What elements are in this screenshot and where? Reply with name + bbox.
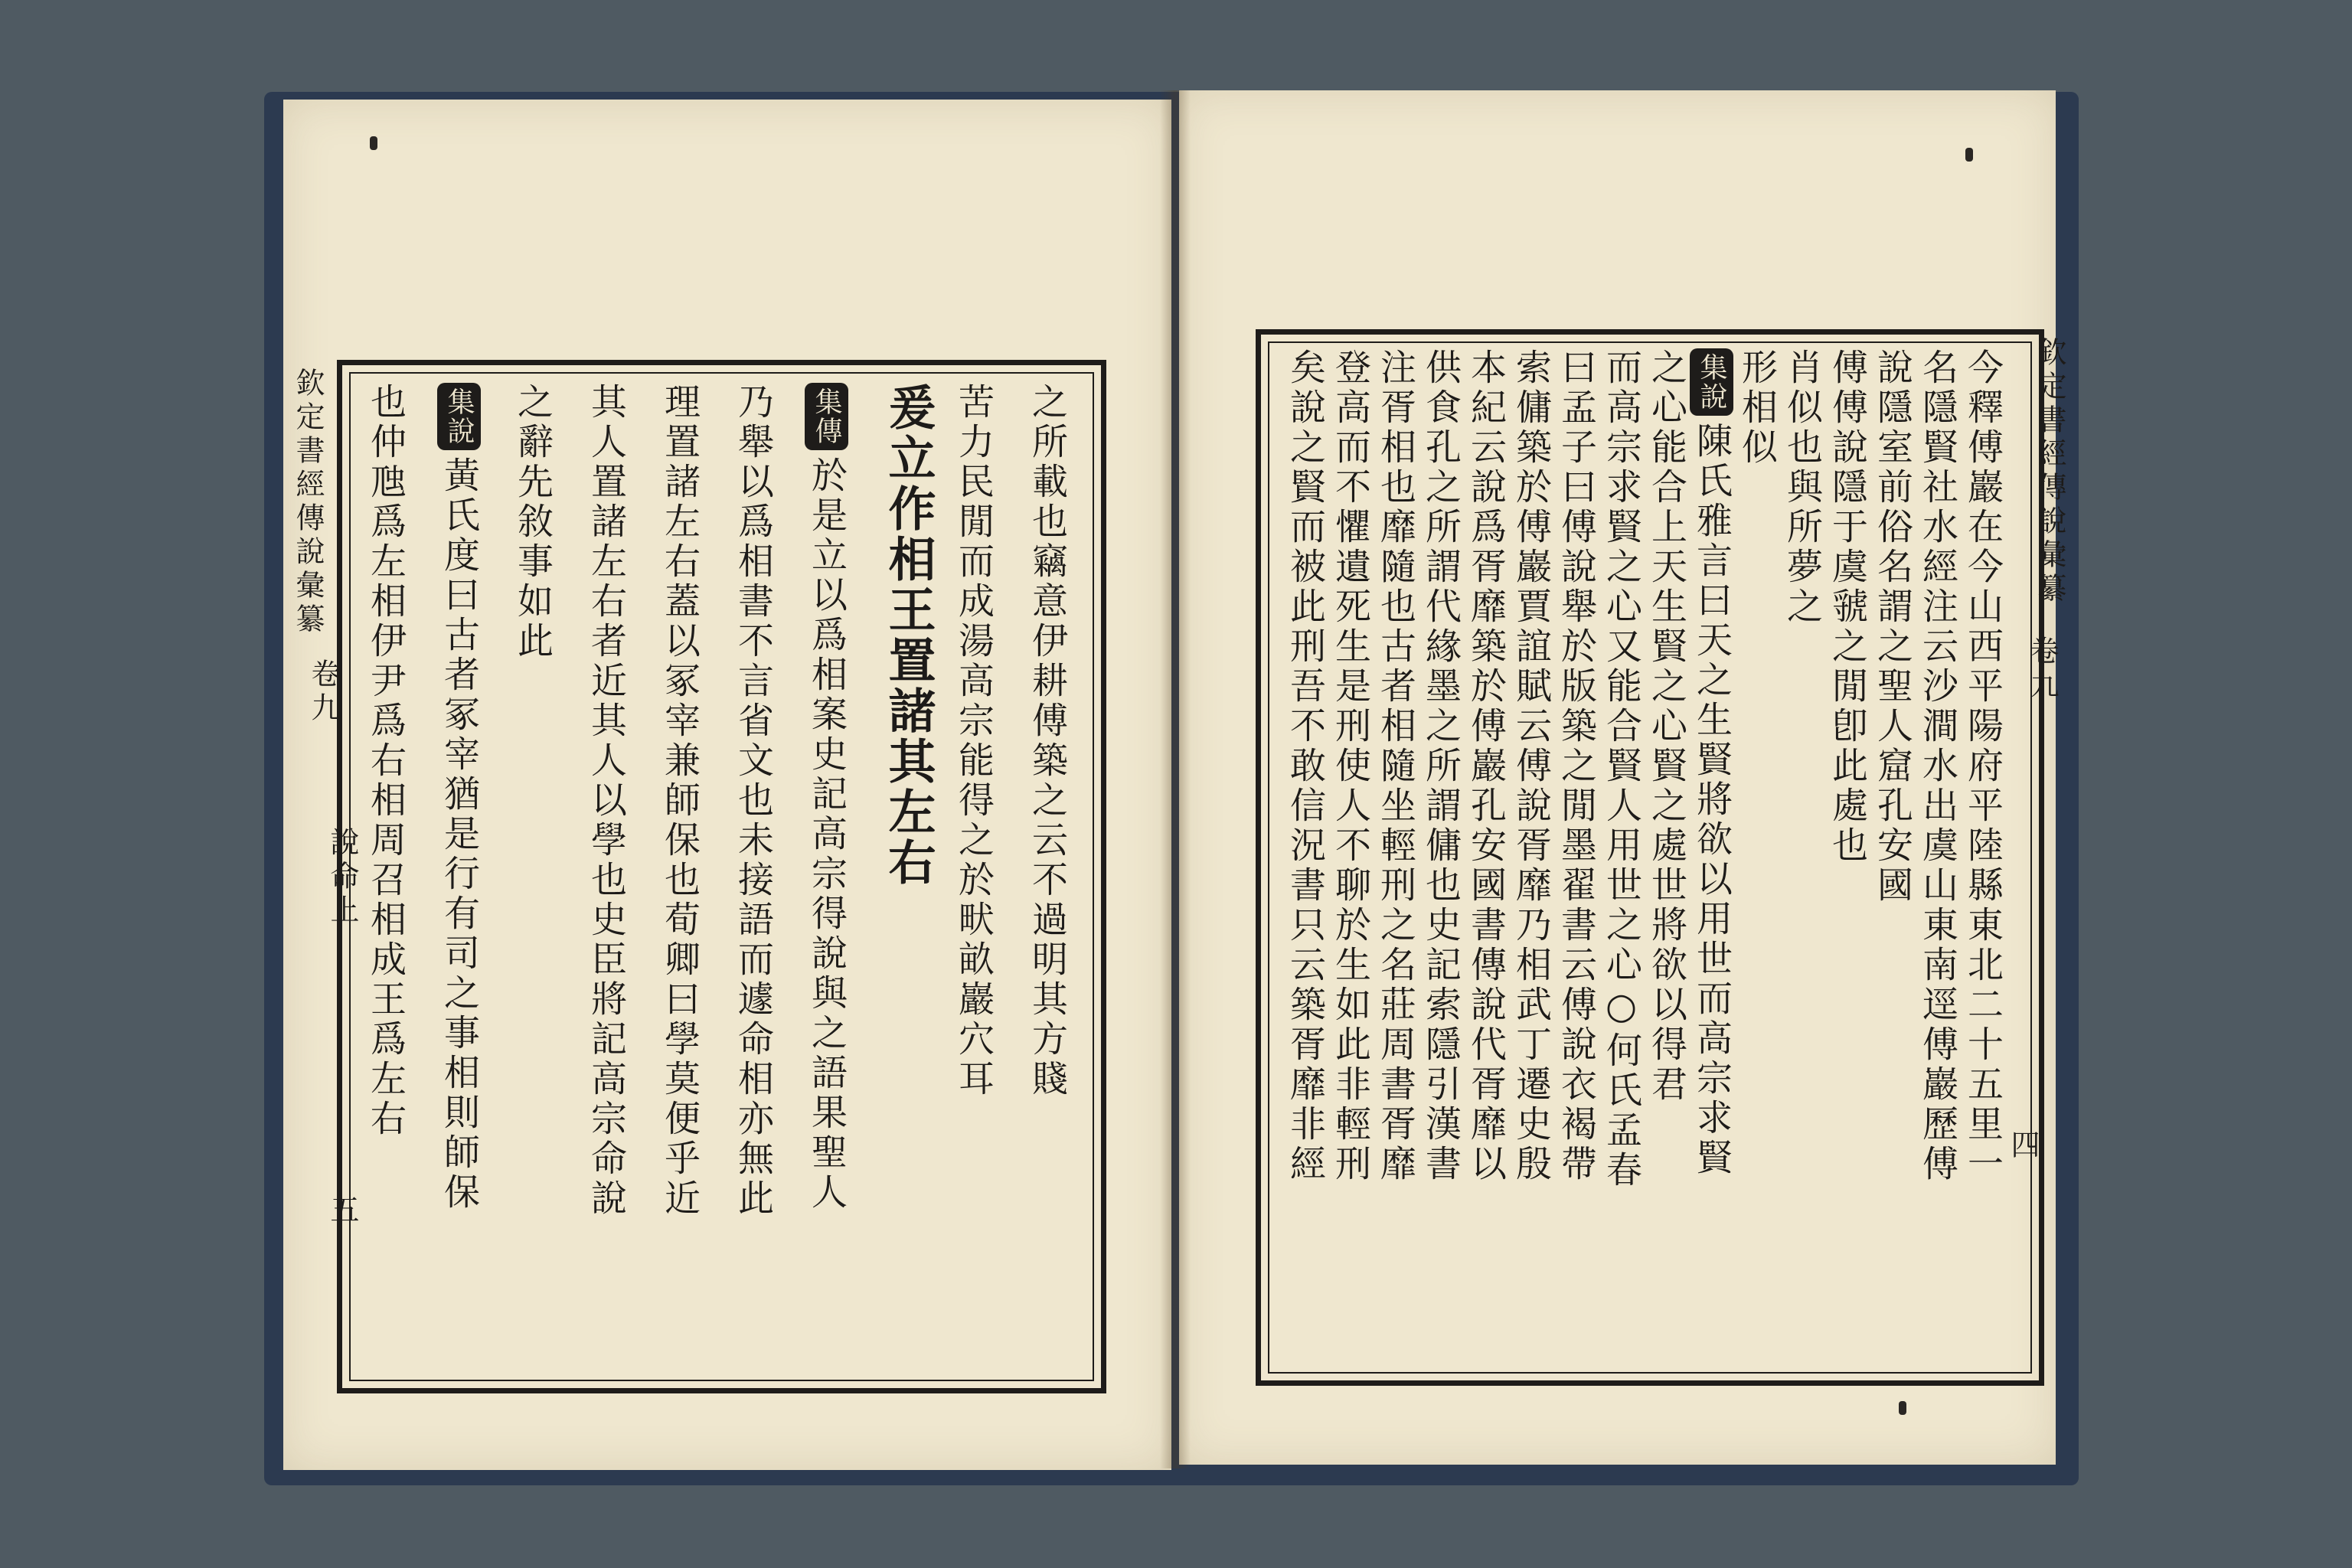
column-text: 之心能合上天生賢之心賢之處世將欲以得君: [1645, 348, 1687, 1105]
book-gutter: [1160, 90, 1191, 1468]
text-column: [727, 383, 779, 1219]
column-text: 肖似也與所夢之: [1781, 348, 1823, 627]
column-text: 今釋傅巖在今山西平陽府平陸縣東北二十五里一: [1962, 348, 2004, 1184]
column-text: 之辭先敘事如此: [511, 383, 554, 662]
binding-hole: [1899, 1401, 1906, 1415]
column-text: 而高宗求賢之心又能合賢人用世之心○何氏孟春: [1600, 348, 1642, 1191]
column-text: 之所載也竊意伊耕傅築之云不過明其方賤: [1026, 383, 1068, 1099]
text-column: [1279, 348, 1331, 1184]
text-column: [1867, 348, 1918, 906]
column-text: 理置諸左右蓋以冢宰兼師保也荀卿曰學莫便乎近: [658, 383, 701, 1219]
column-text: 陳氏雅言曰天之生賢將欲以用世而高宗求賢: [1690, 422, 1733, 1178]
text-column: [1021, 383, 1073, 1099]
text-column: [1776, 348, 1828, 627]
column-text: 本紀云說爲胥靡築於傅巖孔安國書傳說代胥靡以: [1465, 348, 1507, 1184]
text-column: [1550, 348, 1602, 1184]
text-column: [507, 383, 558, 662]
text-column: [1686, 348, 1737, 1178]
column-text: 曰孟子曰傅說舉於版築之閒墨翟書云傅說衣褐帶: [1555, 348, 1597, 1184]
column-text: 傅傅說隱于虞虢之閒卽此處也: [1826, 348, 1868, 866]
text-column: [1596, 348, 1647, 1191]
column-text: 爰立作相王置諸其左右: [880, 383, 936, 888]
section-label-badge: 集傳: [805, 383, 848, 450]
column-text: 其人置諸左右者近其人以學也史臣將記高宗命說: [585, 383, 627, 1219]
column-text: 矣說之賢而被此刑吾不敢信況書只云築胥靡非經: [1284, 348, 1326, 1184]
left-margin-title: 欽定書經傳說彙纂: [291, 368, 325, 637]
column-text: 索傭築於傅巖賈誼賦云傅說胥靡乃相武丁遷史殷: [1510, 348, 1552, 1184]
column-text: 說隱室前俗名謂之聖人窟孔安國: [1871, 348, 1913, 906]
text-column: [1325, 348, 1376, 1184]
column-text: 形相似: [1736, 348, 1778, 468]
binding-hole: [1965, 148, 1973, 162]
right-margin-page-number: 四: [2006, 1129, 2040, 1163]
text-column: [1957, 348, 2008, 1184]
right-margin-title: 欽定書經傳說彙纂: [2033, 337, 2066, 606]
text-column: [1821, 348, 1873, 866]
text-column: [1505, 348, 1557, 1184]
column-text: 登高而不懼遺死生是刑使人不聊於生如此非輕刑: [1329, 348, 1371, 1184]
text-column: [1415, 348, 1466, 1184]
right-margin-volume: 卷九: [2025, 635, 2059, 703]
column-text: 名隱賢社水經注云沙澗水出虞山東南逕傅巖歷傅: [1916, 348, 1958, 1184]
section-label-badge: 集說: [437, 383, 481, 450]
text-column: [1460, 348, 1511, 1184]
column-text: 苦力民閒而成湯高宗能得之於畎畝巖穴耳: [952, 383, 995, 1099]
text-column: [654, 383, 705, 1219]
text-column: [1641, 348, 1692, 1105]
binding-hole: [370, 136, 377, 150]
text-column: [433, 383, 485, 1213]
text-column: [360, 383, 411, 1139]
column-text: 注胥相也靡隨也古者相隨坐輕刑之名莊周書胥靡: [1374, 348, 1416, 1184]
section-label-badge: 集說: [1690, 348, 1733, 416]
text-column: [1370, 348, 1421, 1184]
left-margin-page-number: 五: [325, 1194, 359, 1228]
column-text: 也仲虺爲左相伊尹爲右相周召相成王爲左右: [364, 383, 407, 1139]
text-column: [874, 383, 942, 888]
text-column: [1731, 348, 1782, 468]
text-column: [948, 383, 999, 1099]
text-column: [801, 383, 852, 1213]
column-text: 供食孔之所謂代緣墨之所謂傭也史記索隱引漢書: [1419, 348, 1462, 1184]
text-column: [580, 383, 632, 1219]
column-text: 黃氏度曰古者冢宰猶是行有司之事相則師保: [438, 456, 480, 1213]
text-column: [1912, 348, 1963, 1184]
column-text: 乃舉以爲相書不言省文也未接語而遽命相亦無此: [732, 383, 774, 1219]
left-margin-volume: 卷九: [306, 658, 340, 726]
left-margin-chapter: 說命上: [325, 827, 359, 928]
column-text: 於是立以爲相案史記高宗得說與之語果聖人: [805, 456, 848, 1213]
